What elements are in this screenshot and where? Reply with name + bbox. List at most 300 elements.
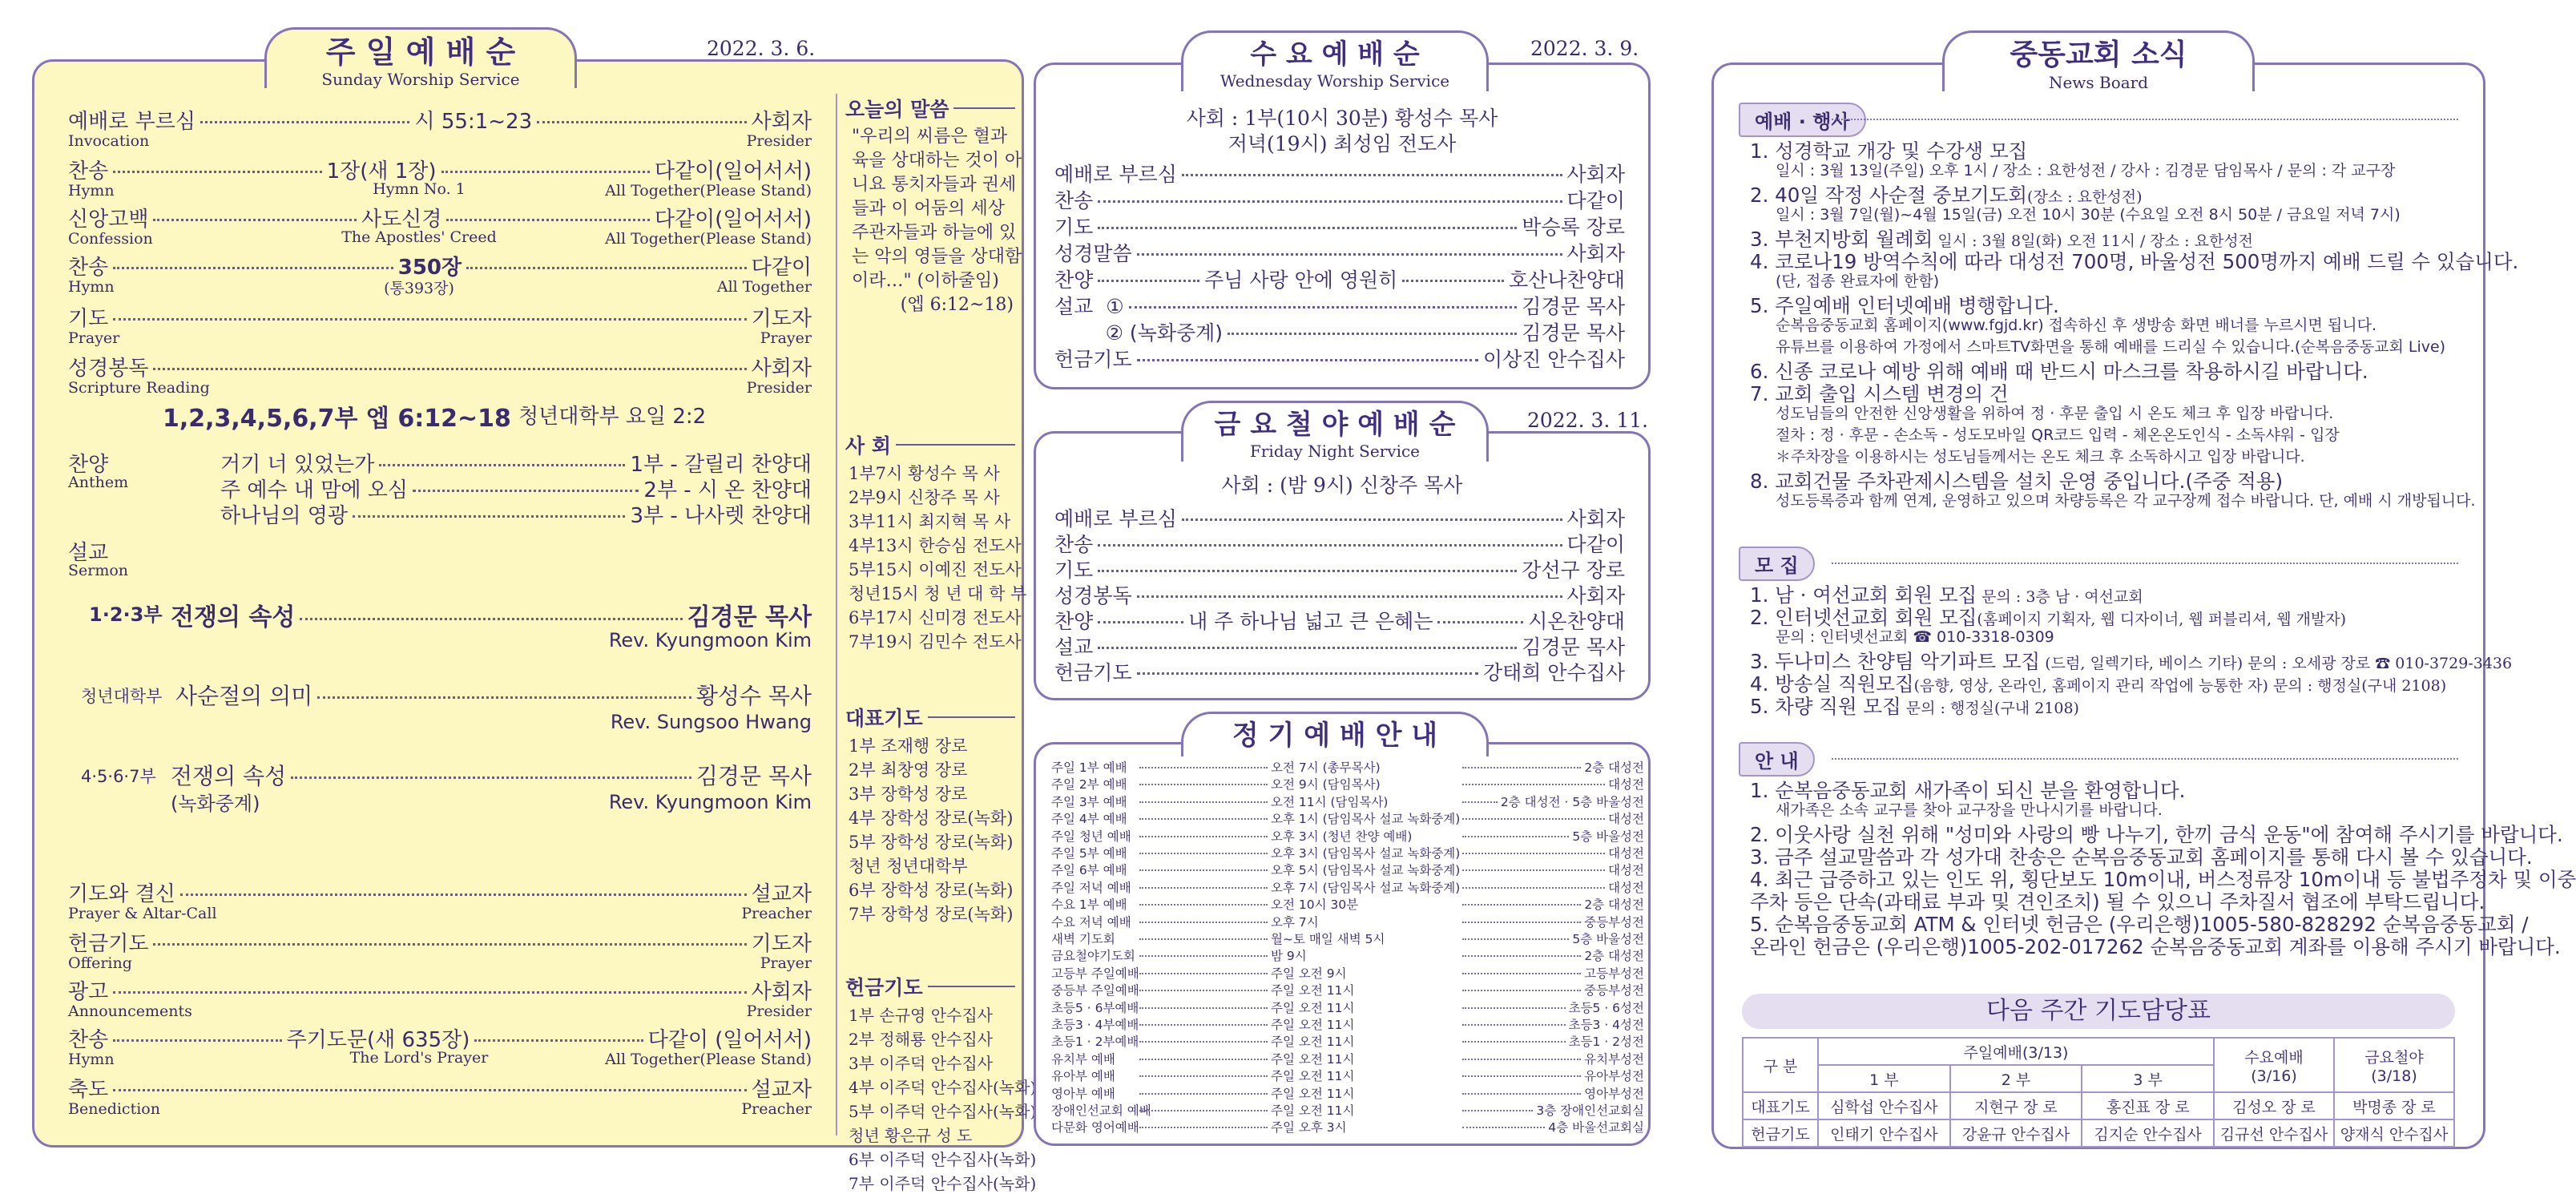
schedule-service: 주일 청년 예배	[1051, 829, 1131, 844]
sunday-row-label: 찬송	[68, 159, 109, 184]
friday-title-tab	[1181, 401, 1489, 462]
schedule-leader	[1139, 922, 1268, 923]
sunday-bottom-row-right: 사회자	[751, 980, 812, 1004]
friday-row	[1054, 606, 1625, 635]
news-item-sub: 성도등록증과 함께 연계, 운영하고 있으며 차량등록은 각 교구장께 접수 바랍니다. 단, 예배 시 개방됩니다.	[1776, 492, 2476, 510]
schedule-time: 주일 오전 11시	[1271, 1069, 1355, 1084]
offering-cell: 양재식 안수집사	[2334, 1119, 2454, 1147]
schedule-service: 주일 저녁 예배	[1051, 880, 1131, 895]
word-title-rule	[953, 107, 1015, 109]
schedule-service: 수요 저녁 예배	[1051, 914, 1131, 930]
schedule-leader-2	[1462, 801, 1498, 803]
sunday-row-label-en: Invocation	[68, 132, 150, 150]
wednesday-title-tab	[1181, 30, 1489, 91]
schedule-time: 오후 5시 (담임목사 설교 녹화중계)	[1271, 863, 1461, 878]
sunday-row-content: 350장	[397, 256, 462, 280]
wednesday-row	[1054, 317, 1625, 346]
schedule-leader-2	[1462, 973, 1581, 974]
schedule-leader-2	[1462, 869, 1605, 871]
schedule-service: 주일 6부 예배	[1051, 863, 1127, 878]
sunday-row-right-en: Presider	[746, 132, 812, 150]
sunday-row-leader	[200, 121, 410, 123]
sunday-row-leader-2	[537, 121, 747, 123]
friday-host: 사회 : (밤 9시) 신창주 목사	[1221, 474, 1463, 497]
host-line: 청년15시 청 년 대 학 부	[849, 584, 1027, 603]
sunday-bottom-row-right: 설교자	[751, 882, 812, 906]
news-item-heading: 5. 차량 직원 모집	[1750, 695, 1901, 718]
schedule-place: 대성전	[1608, 846, 1644, 861]
sunday-bottom-row	[68, 927, 812, 957]
host-line: 5부15시 이예진 전도사	[849, 560, 1022, 579]
offering-line: 청년 황은규 성 도	[849, 1126, 973, 1145]
schedule-service: 주일 3부 예배	[1051, 794, 1127, 809]
schedule-leader	[1139, 1007, 1268, 1009]
schedule-time: 오전 9시 (담임목사)	[1271, 777, 1381, 793]
sunday-bottom-row-right: 기도자	[751, 932, 812, 956]
sunday-row	[68, 352, 812, 381]
sermon-row	[175, 679, 812, 711]
rep-cell: 심학섭 안수집사	[1818, 1092, 1950, 1119]
news-item-heading: 5. 순복음중동교회 ATM & 인터넷 헌금은 (우리은행)1005-580-828292 순복음중동교회 /	[1750, 913, 2529, 936]
schedule-leader	[1139, 1110, 1268, 1111]
schedule-time: 주일 오전 11시	[1271, 1000, 1355, 1015]
offering-line: 4부 이주덕 안수집사(녹화)	[849, 1078, 1037, 1097]
sunday-row-label: 예배로 부르심	[68, 110, 196, 134]
sunday-row-leader	[153, 368, 746, 370]
rep-cell: 홍진표 장 로	[2082, 1092, 2214, 1119]
sunday-bottom-row	[68, 975, 812, 1005]
offering-line: 3부 이주덕 안수집사	[849, 1054, 993, 1073]
anthem-label-en: Anthem	[68, 474, 129, 491]
schedule-place: 4층 바울선교회실	[1548, 1120, 1644, 1136]
wednesday-host-2: 저녁(19시) 최성임 전도사	[1228, 132, 1457, 155]
schedule-place: 영아부성전	[1584, 1086, 1644, 1101]
news-item-sub: 유튜브를 이용하여 가정에서 스마트TV화면을 통해 예배를 드리실 수 있습니다.(순복음중동교회 Live)	[1776, 338, 2446, 356]
friday-row-leader	[1137, 595, 1562, 598]
news-item-heading: 4. 방송실 직원모집	[1750, 672, 1914, 696]
rep-line: 1부 조재행 장로	[849, 736, 968, 756]
schedule-leader-2	[1462, 904, 1581, 906]
sunday-bottom-row-label: 축도	[68, 1078, 109, 1102]
schedule-leader-2	[1462, 1041, 1566, 1043]
news-item-heading: 8. 교회건물 주차관제시스템을 설치 운영 중입니다.(주중 적용)	[1750, 470, 2284, 493]
host-line: 4부13시 한승심 전도사	[849, 536, 1022, 555]
word-line: 육을 상대하는 것이 아	[852, 151, 1022, 171]
sunday-bottom-row-label: 기도와 결신	[68, 882, 175, 906]
news-item-heading: 2. 40일 작정 사순절 중보기도회	[1750, 184, 2028, 207]
word-line: 이라…" (이하줄임)	[852, 271, 999, 291]
offering-cell: 강윤규 안수집사	[1950, 1119, 2082, 1147]
sunday-bottom-row-right-en: Presider	[746, 1002, 812, 1020]
wednesday-host-1: 사회 : 1부(10시 30분) 황성수 목사	[1186, 107, 1498, 130]
friday-row-leader	[1098, 570, 1517, 572]
friday-row-right: 다같이	[1566, 533, 1625, 556]
schedule-row	[1051, 1067, 1644, 1084]
schedule-leader	[1139, 1093, 1268, 1095]
sunday-bottom-row-right-en: Prayer	[760, 954, 812, 972]
schedule-leader-2	[1462, 1075, 1581, 1077]
schedule-row	[1051, 895, 1644, 913]
schedule-row	[1051, 1101, 1644, 1119]
schedule-leader-2	[1462, 990, 1581, 991]
news-item-heading: 주차 등은 단속(과태료 부과 및 견인조치) 될 수 있으니 주차질서 협조에 부탁드립니다.	[1750, 890, 2485, 914]
offering-title-rule	[928, 986, 1015, 987]
col-wed-2: (3/16)	[2251, 1067, 2297, 1085]
schedule-leader	[1139, 904, 1268, 906]
rep-title-wrap	[845, 703, 1015, 732]
schedule-leader	[1139, 801, 1268, 803]
schedule-service: 주일 5부 예배	[1051, 846, 1127, 861]
word-line: 주관자들과 하늘에 있	[852, 223, 1017, 243]
sunday-row-right-en: All Together	[716, 278, 812, 296]
schedule-place: 초등5 · 6성전	[1568, 1000, 1644, 1015]
scripture-reading-youth: 청년대학부 요일 2:2	[518, 405, 707, 429]
col-fri	[2334, 1038, 2454, 1092]
sunday-row-right-en: Prayer	[760, 329, 812, 347]
news-item-heading: 7. 교회 출입 시스템 변경의 건	[1750, 382, 2009, 405]
sermon-row	[171, 759, 812, 791]
sunday-row-leader	[113, 171, 321, 173]
sermon-row	[171, 597, 812, 632]
sunday-bottom-row-right-en: Preacher	[741, 905, 812, 922]
wednesday-row-label: 기도	[1054, 216, 1094, 239]
anthem-title: 주 예수 내 맘에 오심	[220, 478, 408, 502]
sunday-row-right-en: All Together(Please Stand)	[605, 182, 812, 200]
friday-row-label: 설교	[1054, 635, 1094, 659]
col-part-2: 2 부	[1950, 1065, 2082, 1092]
sunday-row-label-en: Prayer	[68, 329, 120, 347]
friday-row	[1054, 503, 1625, 532]
wednesday-row-right: 김경문 목사	[1522, 295, 1625, 318]
section-events: 예배 · 행사	[1739, 103, 1866, 137]
sunday-bottom-row	[68, 1073, 812, 1103]
offering-cell: 인태기 안수집사	[1818, 1119, 1950, 1147]
sermon-part: 청년대학부	[81, 687, 163, 706]
wednesday-row-label: 성경말씀	[1054, 242, 1132, 265]
col-wed	[2214, 1038, 2334, 1092]
sermon-preacher-en: Rev. Kyungmoon Kim	[608, 629, 812, 651]
wednesday-row-right: 박승록 장로	[1522, 216, 1625, 239]
news-item-heading: 3. 금주 설교말씀과 각 성가대 찬송은 순복음중동교회 홈페이지를 통해 다시 볼 수 있습니다.	[1750, 845, 2533, 869]
sunday-row-content: 시 55:1~23	[414, 110, 533, 134]
sunday-row-label: 기도	[68, 307, 109, 331]
wednesday-row-leader	[1137, 253, 1562, 256]
sermon-label-en: Sermon	[68, 562, 129, 579]
news-item-detail: 일시 : 3월 8일(화) 오전 11시 / 장소 : 요한성전	[1933, 232, 2254, 250]
col-gubun: 구 분	[1743, 1038, 1818, 1092]
schedule-leader-2	[1462, 767, 1581, 768]
col-part-1: 1 부	[1818, 1065, 1950, 1092]
sunday-row-leader-2	[446, 219, 649, 221]
wednesday-row-leader	[1137, 359, 1478, 361]
wednesday-row-label: ② (녹화중계)	[1054, 321, 1223, 345]
section-notice: 안 내	[1739, 742, 1815, 777]
schedule-row	[1051, 793, 1644, 810]
scripture-reading: 1,2,3,4,5,6,7부 엡 6:12~18	[163, 405, 511, 433]
schedule-service: 금요철야기도회	[1051, 949, 1135, 964]
sunday-row-right-en: All Together(Please Stand)	[605, 230, 812, 248]
schedule-time: 주일 오후 3시	[1271, 1120, 1347, 1136]
col-sunday: 주일예배(3/13)	[1818, 1038, 2214, 1065]
schedule-row	[1051, 861, 1644, 878]
sunday-row-leader	[113, 267, 393, 269]
word-title: 오늘의 말씀	[845, 98, 949, 121]
schedule-place: 5층 바울성전	[1572, 932, 1644, 946]
schedule-time: 오후 7시	[1271, 914, 1319, 930]
prayer-title: 다음 주간 기도담당표	[1742, 994, 2455, 1029]
friday-row	[1054, 580, 1625, 609]
col-fri-1: 금요철야	[2364, 1048, 2424, 1067]
host-line: 3부11시 최지혁 목 사	[849, 512, 1011, 531]
sunday-row-content: 1장(새 1장)	[326, 159, 437, 184]
sunday-title-tab	[264, 27, 577, 88]
friday-subtitle: Friday Night Service	[1249, 442, 1421, 461]
news-item-heading: 2. 인터넷선교회 회원 모집	[1750, 606, 1977, 629]
schedule-service: 초등1 · 2부예배	[1051, 1035, 1139, 1050]
wednesday-row	[1054, 264, 1625, 293]
news-item-detail: (장소 : 요한성전)	[2027, 188, 2143, 206]
sunday-row-right: 사회자	[751, 110, 812, 134]
schedule-time: 오후 7시 (담임목사 설교 녹화중계)	[1271, 880, 1461, 895]
friday-row-label: 찬송	[1054, 533, 1094, 556]
schedule-time: 주일 오전 11시	[1271, 1051, 1355, 1067]
section-notice-rule	[1832, 758, 2458, 760]
schedule-leader	[1139, 990, 1268, 991]
schedule-row	[1051, 964, 1644, 982]
wednesday-row-leader	[1098, 200, 1562, 203]
schedule-place: 2층 대성전	[1584, 898, 1644, 913]
sunday-bottom-row-label-en: Offering	[68, 954, 132, 972]
rep-cell: 김성오 장 로	[2214, 1092, 2334, 1119]
schedule-place: 중등부성전	[1584, 914, 1644, 930]
sunday-bottom-row-label-en: Hymn	[68, 1051, 115, 1068]
sermon-title: 사순절의 의미	[175, 683, 313, 709]
anthem-choir: 2부 - 시 온 찬양대	[643, 478, 812, 502]
sunday-bottom-row-right: 다같이 (일어서서)	[647, 1028, 812, 1052]
schedule-time: 오전 10시 30분	[1271, 898, 1359, 913]
sunday-row	[68, 105, 812, 135]
news-item-heading: 1. 순복음중동교회 새가족이 되신 분을 환영합니다.	[1750, 779, 2186, 802]
friday-row-leader	[1098, 621, 1183, 623]
news-item-heading: 6. 신종 코로나 예방 위해 예배 때 반드시 마스크를 착용하시길 바랍니다.	[1750, 360, 2368, 383]
news-item-sub: (단, 접종 완료자에 한함)	[1776, 272, 1940, 290]
sidebar-divider	[836, 94, 837, 1136]
rep-line: 4부 장학성 장로(녹화)	[849, 809, 1014, 828]
schedule-leader	[1139, 784, 1268, 785]
schedule-leader	[1139, 767, 1268, 768]
schedule-row	[1051, 844, 1644, 861]
sunday-row-right: 다같이(일어서서)	[654, 159, 812, 184]
schedule-row	[1051, 878, 1644, 896]
wednesday-subtitle: Wednesday Worship Service	[1219, 71, 1450, 91]
sunday-date: 2022. 3. 6.	[707, 37, 816, 60]
schedule-row	[1051, 775, 1644, 793]
sermon-label: 설교	[68, 541, 109, 565]
sunday-bottom-row-label: 헌금기도	[68, 932, 149, 956]
host-title-rule	[896, 444, 1015, 446]
friday-row	[1054, 555, 1625, 583]
friday-row-leader-2	[1437, 621, 1523, 623]
schedule-leader	[1139, 818, 1268, 820]
schedule-place: 대성전	[1608, 863, 1644, 878]
schedule-service: 다문화 영어예배	[1051, 1120, 1139, 1136]
sermon-preacher: 김경문 목사	[695, 763, 812, 789]
news-item-heading: 4. 코로나19 방역수칙에 따라 대성전 700명, 바울성전 500명까지 예배 드릴 수 있습니다.	[1750, 250, 2519, 273]
sermon-title: 전쟁의 속성	[171, 763, 287, 789]
friday-row-label: 헌금기도	[1054, 661, 1132, 684]
friday-row-leader	[1137, 672, 1478, 675]
anthem-label: 찬양	[68, 453, 109, 477]
sunday-bottom-row-leader-2	[474, 1039, 643, 1042]
host-line: 7부19시 김민수 전도사	[849, 632, 1022, 651]
schedule-service: 유치부 예배	[1051, 1051, 1115, 1067]
sunday-row-content-en: Hymn No. 1	[373, 180, 466, 198]
schedule-place: 3층 장애인선교회실	[1536, 1103, 1644, 1118]
schedule-row	[1051, 1084, 1644, 1102]
rep-line: 6부 장학성 장로(녹화)	[849, 881, 1014, 900]
schedule-time: 월~토 매일 새벽 5시	[1271, 932, 1385, 946]
sunday-bottom-row-leader	[113, 1089, 746, 1091]
sunday-bottom-row-label-en: Announcements	[68, 1002, 192, 1020]
wednesday-row-right: 김경문 목사	[1522, 321, 1625, 345]
schedule-time: 주일 오전 11시	[1271, 1018, 1355, 1032]
anthem-leader	[353, 515, 626, 518]
news-item-sub: 성도님들의 안전한 신앙생활을 위하여 정 · 후문 출입 시 온도 체크 후 입장 바랍니다.	[1776, 405, 2334, 422]
sermon-preacher: 황성수 목사	[695, 683, 812, 709]
schedule-row	[1051, 946, 1644, 964]
col-wed-1: 수요예배	[2244, 1048, 2304, 1067]
section-recruit: 모 집	[1739, 547, 1815, 581]
schedule-leader	[1139, 836, 1268, 837]
schedule-leader-2	[1462, 887, 1605, 889]
friday-row-leader	[1098, 647, 1517, 649]
news-item-heading: 3. 두나미스 찬양팀 악기파트 모집	[1750, 650, 2041, 673]
schedule-place: 유치부성전	[1584, 1051, 1644, 1067]
friday-row	[1054, 657, 1625, 686]
schedule-row	[1051, 1032, 1644, 1050]
friday-row-label: 기도	[1054, 559, 1094, 582]
sunday-bottom-row	[68, 877, 812, 907]
schedule-time: 주일 오전 11시	[1271, 1103, 1355, 1118]
friday-title: 금 요 철 야 예 배 순	[1214, 409, 1456, 441]
friday-date: 2022. 3. 11.	[1527, 409, 1649, 432]
sunday-panel	[32, 59, 1037, 1193]
schedule-leader-2	[1462, 938, 1569, 940]
wednesday-row-leader	[1129, 306, 1518, 309]
schedule-leader-2	[1462, 1110, 1533, 1111]
schedule-row	[1051, 1050, 1644, 1067]
news-item-heading: 1. 성경학교 개강 및 수강생 모집	[1750, 139, 2028, 163]
sermon-preacher-en: Rev. Sungsoo Hwang	[610, 711, 812, 733]
wednesday-row-label: 헌금기도	[1054, 348, 1132, 371]
offering-cell: 김규선 안수집사	[2214, 1119, 2334, 1147]
friday-row-right: 사회자	[1566, 584, 1625, 607]
wednesday-row-label: 찬송	[1054, 189, 1094, 212]
schedule-service: 중등부 주일예배	[1051, 983, 1139, 998]
wednesday-row-leader	[1182, 174, 1562, 176]
news-item-sub: 절차 : 정 · 후문 - 손소독 - 성도모바일 QR코드 입력 - 체온온도인식 - 소독샤워 - 입장	[1776, 426, 2340, 444]
friday-row-label: 예배로 부르심	[1054, 507, 1177, 530]
anthem-leader	[413, 490, 639, 492]
sunday-bottom-row-right-en: All Together(Please Stand)	[605, 1051, 812, 1068]
rep-line: 2부 최창영 장로	[849, 760, 968, 780]
sunday-bottom-row-label: 광고	[68, 980, 109, 1004]
sermon-leader	[317, 696, 691, 699]
schedule-leader	[1139, 1059, 1268, 1060]
schedule-time: 밤 9시	[1271, 949, 1307, 964]
sunday-title: 주 일 예 배 순	[325, 34, 516, 70]
sermon-leader	[291, 777, 691, 779]
schedule-time: 오후 3시 (담임목사 설교 녹화중계)	[1271, 846, 1461, 861]
sunday-row-leader	[113, 318, 746, 321]
schedule-time: 오후 1시 (담임목사 설교 녹화중계)	[1271, 812, 1461, 827]
section-recruit-rule	[1832, 563, 2458, 564]
word-line: 니요 통치자들과 권세	[852, 175, 1017, 195]
offering-line: 6부 이주덕 안수집사(녹화)	[849, 1150, 1037, 1169]
news-item-detail: (홈페이지 기획자, 웹 디자이너, 웹 퍼블리셔, 웹 개발자)	[1977, 611, 2347, 628]
wednesday-row	[1054, 185, 1625, 214]
schedule-leader-2	[1462, 784, 1605, 785]
news-item-detail: (음향, 영상, 온라인, 홈페이지 관리 작업에 능통한 자) 문의 : 행정실(구내 2108)	[1913, 677, 2447, 695]
word-line: 들과 이 어둠의 세상	[852, 199, 1005, 219]
schedule-service: 주일 2부 예배	[1051, 777, 1127, 793]
schedule-place: 초등3 · 4성전	[1568, 1018, 1644, 1032]
wednesday-row-right: 사회자	[1566, 163, 1625, 186]
sermon-leader	[300, 618, 682, 620]
sunday-row-right: 다같이	[751, 256, 812, 280]
offering-title: 헌금기도	[845, 976, 923, 999]
sunday-bottom-row-label-en: Prayer & Altar-Call	[68, 905, 217, 922]
sunday-row-leader-2	[441, 171, 650, 173]
offering-cell: 김지순 안수집사	[2082, 1119, 2214, 1147]
anthem-row	[220, 499, 812, 529]
host-line: 2부9시 신창주 목 사	[849, 488, 1000, 507]
anthem-choir: 3부 - 나사렛 찬양대	[630, 504, 812, 528]
wednesday-row-label: 찬양	[1054, 268, 1094, 292]
schedule-place: 유아부성전	[1584, 1069, 1644, 1084]
regular-title-tab	[1181, 712, 1489, 756]
wednesday-row	[1054, 212, 1625, 240]
sunday-row-label-en: Hymn	[68, 182, 115, 200]
schedule-row	[1051, 809, 1644, 827]
rep-cell: 박명종 장 로	[2334, 1092, 2454, 1119]
sunday-row-right-en: Presider	[746, 379, 812, 397]
wednesday-row-right: 이상진 안수집사	[1483, 348, 1625, 371]
schedule-leader	[1139, 887, 1268, 889]
anthem-title: 하나님의 영광	[220, 504, 348, 528]
schedule-leader	[1139, 938, 1268, 940]
offering-title-wrap	[845, 972, 1015, 1001]
schedule-time: 오전 7시 (총무목사)	[1271, 760, 1381, 775]
news-item-heading: 1. 남 · 여선교회 회원 모집	[1750, 583, 1977, 607]
sermon-preacher: 김경문 목사	[687, 603, 812, 631]
wednesday-row-right: 다같이	[1566, 189, 1625, 212]
sunday-row-right: 사회자	[751, 357, 812, 381]
sunday-row-content-en: (통393장)	[384, 280, 454, 297]
schedule-leader-2	[1462, 922, 1581, 923]
schedule-time: 오전 11시 (담임목사)	[1271, 794, 1389, 809]
schedule-place: 고등부성전	[1584, 966, 1644, 981]
anthem-choir: 1부 - 갈릴리 찬양대	[630, 453, 812, 477]
friday-row	[1054, 529, 1625, 558]
anthem-leader	[379, 464, 625, 466]
schedule-leader-2	[1462, 955, 1581, 957]
news-item-heading: 3. 부천지방회 월례회	[1750, 228, 1933, 251]
sunday-row-label: 찬송	[68, 256, 109, 280]
schedule-service: 영아부 예배	[1051, 1086, 1115, 1101]
sunday-bottom-row-right: 설교자	[751, 1078, 812, 1102]
rep-line: 5부 장학성 장로(녹화)	[849, 833, 1014, 852]
